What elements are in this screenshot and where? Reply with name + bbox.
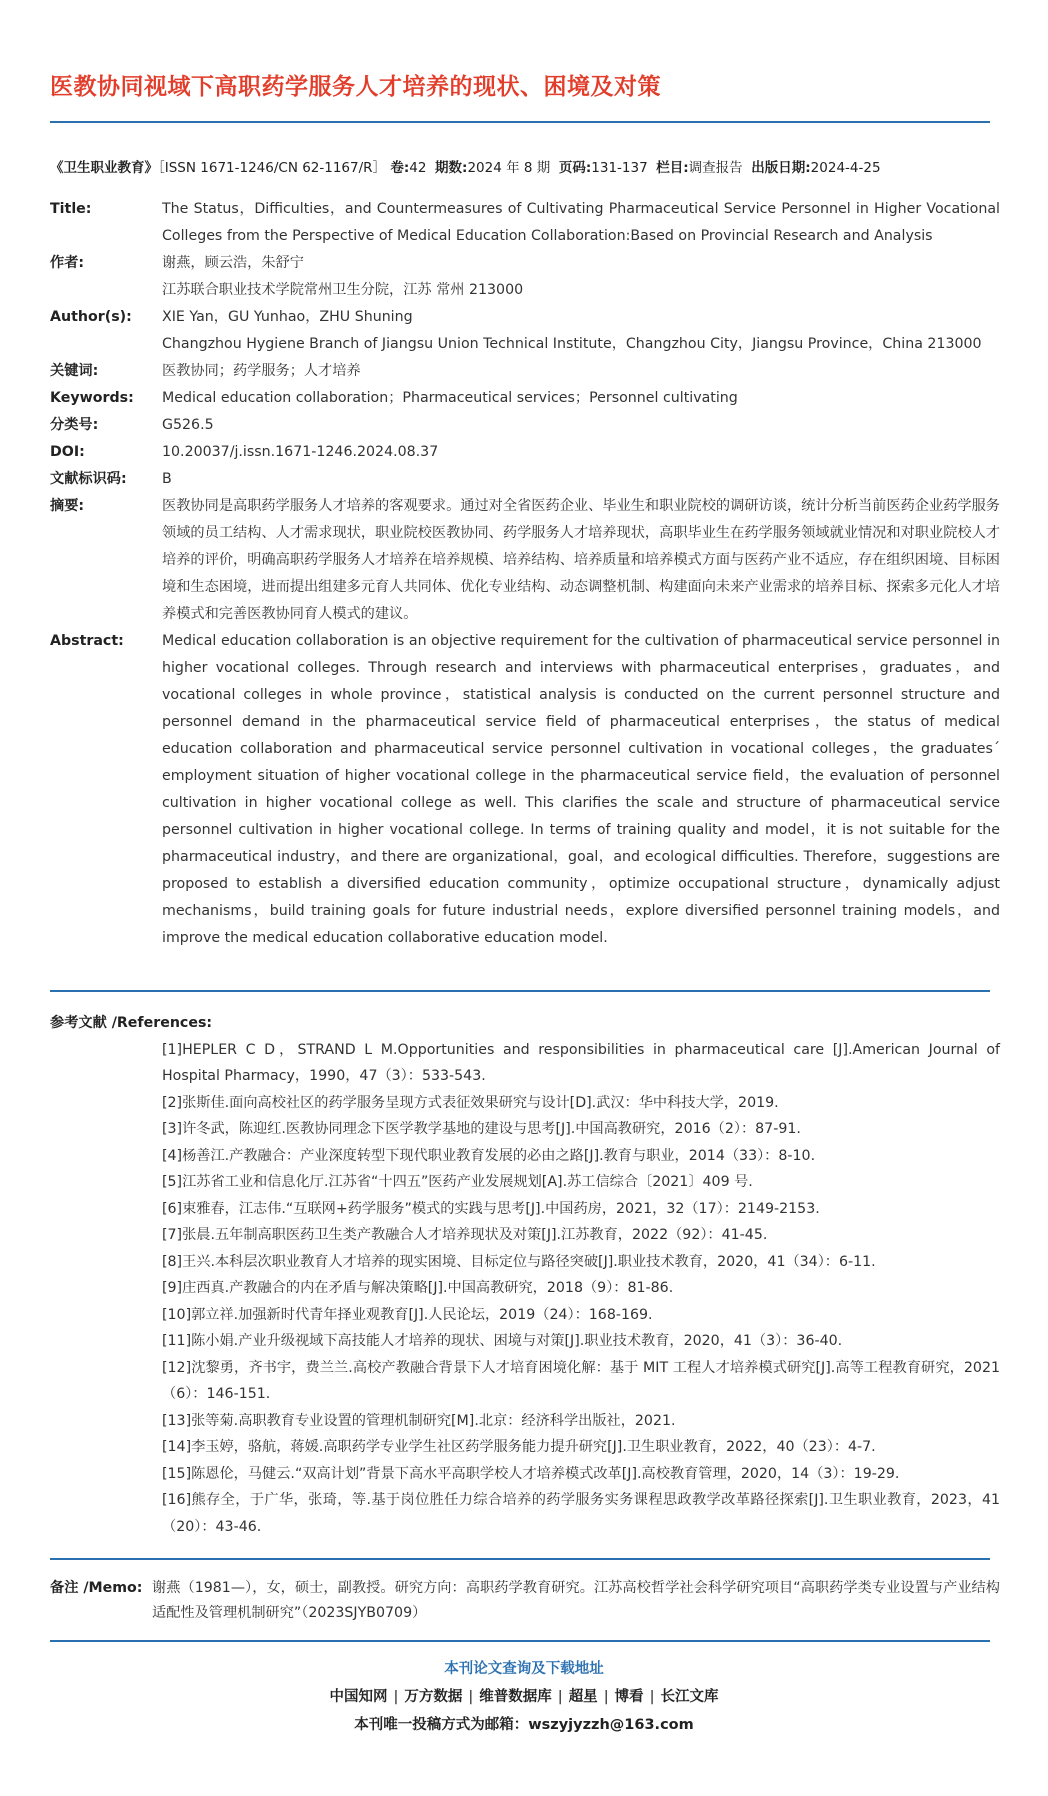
abstract-cn-label: 摘要: (50, 498, 85, 514)
column-label: 栏目: (656, 160, 689, 176)
reference-item: [5]江苏省工业和信息化厅.江苏省“十四五”医药产业发展规划[A].苏工信综合〔2021〕409 号. (162, 1174, 753, 1190)
authors-cn: 谢燕，顾云浩，朱舒宁 (162, 255, 304, 271)
database-changjiang[interactable]: 长江文库 (660, 1689, 719, 1705)
doi-label: DOI: (50, 444, 85, 460)
reference-item: [7]张晨.五年制高职医药卫生类产教融合人才培养现状及对策[J].江苏教育，2022（92）：41-45. (162, 1227, 768, 1243)
reference-item: [1]HEPLER C D，STRAND L M.Opportunities and responsibilities in pharmaceutical care [J].American Journal of Hospital Pharmacy，1990，47（3）：533-543. (162, 1041, 1000, 1084)
pages-label: 页码: (558, 160, 592, 176)
keywords-en-row (50, 385, 1000, 412)
keywords-cn-label: 关键词: (50, 363, 99, 379)
reference-item: [16]熊存全，于广华，张琦，等.基于岗位胜任力综合培养的药学服务实务课程思政教学改革路径探索[J].卫生职业教育，2023，41（20）：43-46. (162, 1492, 1000, 1535)
abstract-cn-row (50, 493, 1000, 628)
database-chaoxing[interactable]: 超星 (568, 1689, 598, 1705)
column-value: 调查报告 (688, 160, 743, 176)
memo-divider (50, 1640, 990, 1642)
affiliation-cn: 江苏联合职业技术学院常州卫生分院，江苏 常州 213000 (162, 282, 524, 298)
reference-item: [15]陈恩伦，马健云.“双高计划”背景下高水平高职学校人才培养模式改革[J].高校教育管理，2020，14（3）：19-29. (162, 1465, 900, 1482)
issue-label: 期数: (435, 160, 468, 176)
keywords-en-label: Keywords: (50, 390, 134, 406)
doc-code-value: B (162, 471, 172, 487)
reference-item: [11]陈小娟.产业升级视域下高技能人才培养的现状、困境与对策[J].职业技术教育，2020，41（3）：36-40. (162, 1333, 843, 1349)
keywords-en: Medical education collaboration；Pharmaceutical services；Personnel cultivating (162, 390, 738, 406)
author-cn-label: 作者: (50, 255, 85, 271)
journal-info (50, 156, 1000, 176)
reference-item: [10]郭立祥.加强新时代青年择业观教育[J].人民论坛，2019（24）：168-169. (162, 1306, 653, 1323)
date-value: 2024-4-25 (810, 160, 881, 176)
references-section (50, 1010, 1000, 1540)
reference-item: [3]许冬武，陈迎红.医教协同理念下医学教学基地的建设与思考[J].中国高教研究，2016（2）：87-91. (162, 1121, 801, 1137)
reference-item: [6]束雅春，江志伟.“互联网+药学服务”模式的实践与思考[J].中国药房，2021，32（17）：2149-2153. (162, 1200, 820, 1217)
author-cn-row (50, 250, 1000, 304)
journal-issn: ［ISSN 1671-1246/CN 62-1167/R］ (158, 160, 387, 176)
doc-code-row (50, 466, 1000, 493)
references-heading: 参考文献 /References: (50, 1015, 213, 1031)
title-row (50, 196, 1000, 250)
volume-value: 42 (409, 160, 427, 176)
class-number: G526.5 (162, 417, 214, 433)
reference-item: [9]庄西真.产教融合的内在矛盾与解决策略[J].中国高教研究，2018（9）：81-86. (162, 1280, 674, 1296)
reference-item: [4]杨善江.产教融合：产业深度转型下现代职业教育发展的必由之路[J].教育与职业，2014（33）：8-10. (162, 1147, 816, 1164)
reference-item: [8]王兴.本科层次职业教育人才培养的现实困境、目标定位与路径突破[J].职业技术教育，2020，41（34）：6-11. (162, 1253, 876, 1270)
database-cnki[interactable]: 中国知网 (329, 1689, 388, 1705)
authors-en: XIE Yan，GU Yunhao，ZHU Shuning (162, 309, 413, 325)
submission-email[interactable]: 本刊唯一投稿方式为邮箱：wszyjyzzh@163.com (354, 1717, 694, 1733)
footer-title: 本刊论文查询及下载地址 (444, 1661, 604, 1677)
memo-text: 谢燕（1981—），女，硕士，副教授。研究方向：高职药学教育研究。江苏高校哲学社会科学研究项目“高职药学类专业设置与产业结构适配性及管理机制研究”（2023SJYB0709） (152, 1580, 1000, 1621)
database-links: 中国知网 | 万方数据 | 维普数据库 | 超星 | 博看 | 长江文库 (329, 1689, 719, 1705)
doc-code-label: 文献标识码: (50, 471, 127, 487)
database-vip[interactable]: 维普数据库 (479, 1689, 552, 1705)
title-en-label: Title: (50, 201, 92, 217)
doi-row (50, 439, 1000, 466)
footer (0, 1655, 1048, 1739)
affiliation-en: Changzhou Hygiene Branch of Jiangsu Union Technical Institute，Changzhou City，Jiangsu Province，China 213000 (162, 336, 982, 352)
class-label: 分类号: (50, 417, 99, 433)
title-en: The Status，Difficulties，and Countermeasures of Cultivating Pharmaceutical Service Personnel in Higher Vocational Colleges from the Perspective of Medical Education Collaboration:Based on Provincial Research and Analysis (162, 201, 1000, 244)
title-divider (50, 121, 990, 123)
author-en-label: Author(s): (50, 309, 132, 325)
class-row (50, 412, 1000, 439)
abstract-en-row (50, 628, 1000, 952)
reference-item: [14]李玉婷，骆航，蒋媛.高职药学专业学生社区药学服务能力提升研究[J].卫生职业教育，2022，40（23）：4-7. (162, 1439, 876, 1455)
doi-value[interactable]: 10.20037/j.issn.1671-1246.2024.08.37 (162, 444, 439, 460)
issue-value: 2024 年 8 期 (467, 160, 551, 176)
abstract-en-label: Abstract: (50, 633, 124, 649)
author-en-row (50, 304, 1000, 358)
references-divider (50, 1558, 990, 1560)
database-wanfang[interactable]: 万方数据 (404, 1689, 463, 1705)
memo-label: 备注 /Memo: (50, 1580, 143, 1596)
volume-label: 卷: (390, 160, 410, 176)
keywords-cn-row (50, 358, 1000, 385)
pages-value: 131-137 (591, 160, 648, 176)
article-metadata (50, 196, 1000, 952)
abstract-cn: 医教协同是高职药学服务人才培养的客观要求。通过对全省医药企业、毕业生和职业院校的调研访谈，统计分析当前医药企业药学服务领域的员工结构、人才需求现状，职业院校医教协同、药学服务人才培养现状，高职毕业生在药学服务领域就业情况和对职业院校人才培养的评价，明确高职药学服务人才培养在培养规模、培养结构、培养质量和培养模式方面与医药产业不适应，存在组织困境、目标困境和生态困境，进而提出组建多元育人共同体、优化专业结构、动态调整机制、构建面向未来产业需求的培养目标、探索多元化人才培养模式和完善医教协同育人模式的建议。 (162, 498, 1000, 622)
database-bookan[interactable]: 博看 (614, 1689, 644, 1705)
reference-item: [2]张斯佳.面向高校社区的药学服务呈现方式表征效果研究与设计[D].武汉：华中科技大学，2019. (162, 1094, 779, 1111)
journal-name: 《卫生职业教育》 (50, 160, 158, 176)
date-label: 出版日期: (751, 160, 811, 176)
keywords-cn: 医教协同；药学服务；人才培养 (162, 363, 361, 379)
memo-section (50, 1576, 1000, 1626)
abstract-en: Medical education collaboration is an objective requirement for the cultivation of pharmaceutical service personnel in higher vocational colleges. Through research and interviews with pharmaceutical enterprises，graduates，and vocational colleges in whole province，statistical analysis is conducted on the current personnel structure and personnel demand in the pharmaceutical service field of pharmaceutical enterprises，the status of medical education collaboration and pharmaceutical service personnel cultivation in vocational colleges，the graduates´ employment situation of higher vocational college in the pharmaceutical service field，the evaluation of personnel cultivation in higher vocational college as well. This clarifies the scale and structure of pharmaceutical service personnel cultivation in higher vocational college. In terms of training quality and model，it is not suitable for the pharmaceutical industry，and there are organizational，goal，and ecological difficulties. Therefore，suggestions are proposed to establish a diversified education community，optimize occupational structure，dynamically adjust mechanisms，build training goals for future industrial needs，explore diversified personnel training models，and improve the medical education collaborative education model. (162, 633, 1000, 946)
abstract-divider (50, 990, 990, 992)
article-title: 医教协同视域下高职药学服务人才培养的现状、困境及对策 (50, 74, 661, 100)
reference-item: [13]张等菊.高职教育专业设置的管理机制研究[M].北京：经济科学出版社，2021. (162, 1412, 676, 1429)
references-list (50, 1037, 1000, 1541)
reference-item: [12]沈黎勇，齐书宇，费兰兰.高校产教融合背景下人才培育困境化解：基于 MIT 工程人才培养模式研究[J].高等工程教育研究，2021（6）：146-151. (162, 1359, 1000, 1402)
